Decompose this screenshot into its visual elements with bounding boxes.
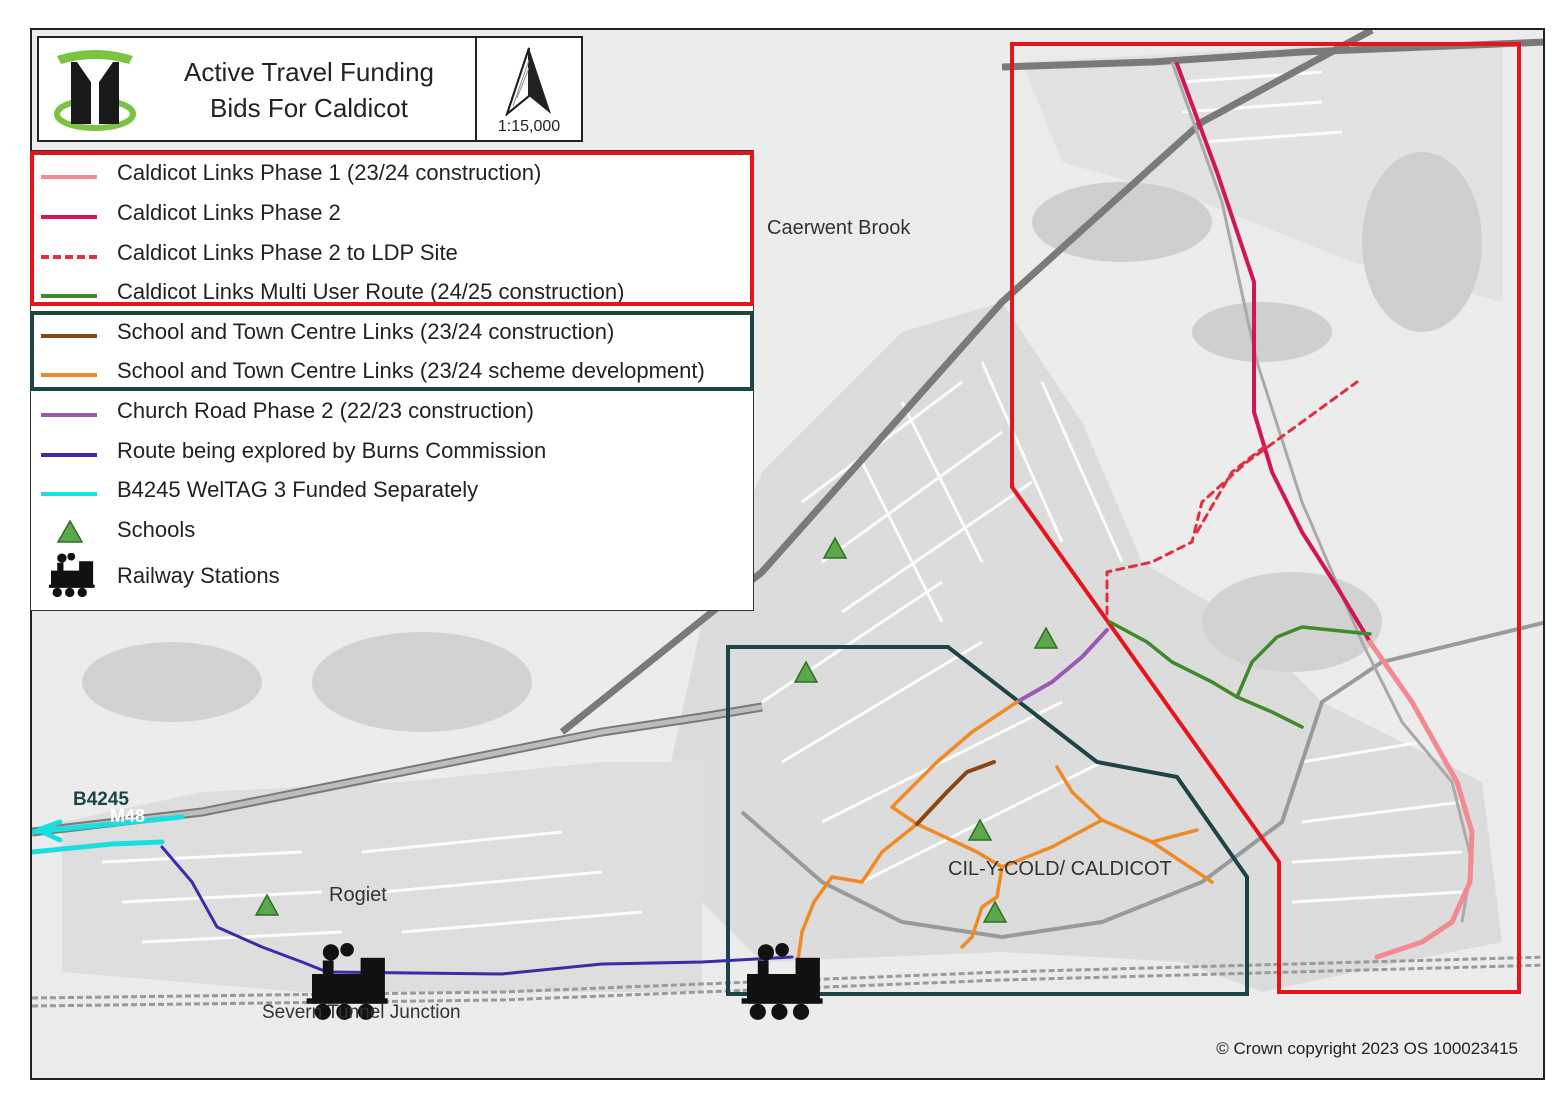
map-title-line-1: Active Travel Funding bbox=[183, 57, 434, 87]
label-m48: M48 bbox=[110, 806, 146, 826]
legend-item-label: B4245 WelTAG 3 Funded Separately bbox=[117, 477, 479, 502]
map-title-line-2: Bids For Caldicot bbox=[210, 93, 408, 123]
label-severn-tunnel-junction: Severn Tunnel Junction bbox=[262, 1002, 461, 1023]
scale-label: 1:15,000 bbox=[497, 118, 561, 135]
legend-item bbox=[31, 432, 751, 472]
legend-line-swatch bbox=[41, 492, 97, 496]
legend-item-label: Caldicot Links Multi User Route (24/25 construction) bbox=[117, 279, 625, 304]
label-b4245: B4245 bbox=[73, 789, 129, 810]
legend-item bbox=[31, 557, 751, 597]
legend-item bbox=[31, 471, 751, 511]
legend-item-label: Caldicot Links Phase 2 bbox=[117, 200, 341, 225]
school-icon bbox=[55, 519, 85, 545]
legend-item-label: School and Town Centre Links (23/24 scheme development) bbox=[117, 358, 705, 383]
legend-item-label: School and Town Centre Links (23/24 construction) bbox=[117, 319, 615, 344]
legend-item-label: Railway Stations bbox=[117, 563, 280, 588]
legend-item-label: Route being explored by Burns Commission bbox=[117, 438, 547, 463]
title-box bbox=[37, 36, 477, 142]
legend-group-school-links bbox=[30, 311, 754, 391]
legend-item-label: Caldicot Links Phase 1 (23/24 construction) bbox=[117, 160, 542, 185]
legend-group-caldicot-links bbox=[30, 151, 754, 306]
legend-item-label: Church Road Phase 2 (22/23 construction) bbox=[117, 398, 535, 423]
label-caldicot: CIL-Y-COLD/ CALDICOT bbox=[948, 858, 1172, 880]
legend-item-label: Caldicot Links Phase 2 to LDP Site bbox=[117, 240, 458, 265]
north-arrow-box bbox=[475, 36, 583, 142]
legend-item-label: Schools bbox=[117, 517, 196, 542]
copyright-notice: © Crown copyright 2023 OS 100023415 bbox=[1216, 1039, 1518, 1058]
legend-line-swatch bbox=[41, 413, 97, 417]
railway-station-icon bbox=[49, 553, 99, 597]
label-rogiet: Rogiet bbox=[329, 884, 387, 906]
label-caerwent-brook: Caerwent Brook bbox=[767, 217, 911, 239]
legend-item bbox=[31, 511, 751, 551]
legend-item bbox=[31, 392, 751, 432]
north-arrow-icon bbox=[503, 46, 555, 116]
legend-line-swatch bbox=[41, 453, 97, 457]
council-logo-icon bbox=[51, 48, 139, 134]
map-title bbox=[159, 54, 459, 126]
